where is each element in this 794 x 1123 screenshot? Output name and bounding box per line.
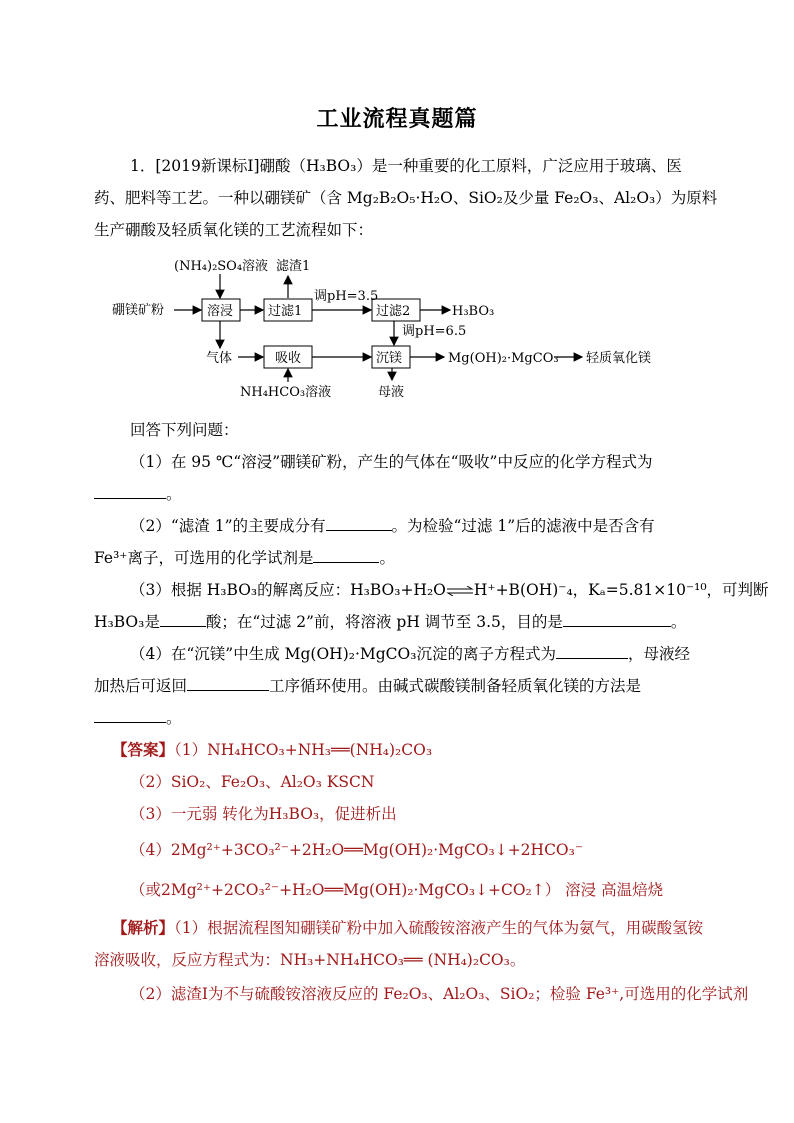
- answer-5: （或2Mg²⁺+2CO₃²⁻+H₂O══Mg(OH)₂·MgCO₃↓+CO₂↑） 溶浸 高温焙烧: [130, 881, 664, 899]
- reversible-arrow-icon: [446, 586, 474, 596]
- q4-blank-2[interactable]: [187, 676, 269, 691]
- question-line-1: 1．[2019新课标Ⅰ]硼酸（H₃BO₃）是一种重要的化工原料，广泛应用于玻璃、医: [130, 157, 682, 175]
- q2-text-a: （2）“滤渣 1”的主要成分有: [130, 517, 326, 535]
- q4-text-a: （4）在“沉镁”中生成 Mg(OH)₂·MgCO₃沉淀的离子方程式为: [130, 645, 556, 663]
- process-flow-diagram: [108, 252, 668, 402]
- answer-1: （1）NH₄HCO₃+NH₃══(NH₄)₂CO₃: [174, 741, 433, 759]
- box-precip-label: 沉镁: [376, 351, 403, 366]
- page-title: 工业流程真题篇: [316, 107, 478, 132]
- q4-line-2: [94, 676, 641, 696]
- flow-residue1: 滤渣1: [276, 259, 311, 274]
- q3-line-1: [130, 580, 769, 600]
- analysis-line-1: [112, 918, 703, 938]
- q3-text-d: 酸；在“过滤 2”前，将溶液 pH 调节至 3.5，目的是: [205, 613, 563, 631]
- q4-blank-1[interactable]: [556, 644, 628, 659]
- q2-line-1: [130, 516, 655, 536]
- q1-answer-line: [94, 484, 182, 504]
- q3-text-a: （3）根据 H₃BO₃的解离反应：H₃BO₃+H₂O: [130, 581, 446, 599]
- q1-end: 。: [166, 485, 182, 503]
- box-leach-label: 溶浸: [207, 304, 234, 319]
- q1-blank[interactable]: [94, 484, 166, 499]
- q4-text-c: 加热后可返回: [94, 677, 188, 695]
- q2-line-2: [94, 548, 395, 568]
- q3-text-c: H₃BO₃是: [94, 613, 160, 631]
- analysis-2: 溶液吸收，反应方程式为：NH₃+NH₄HCO₃══ (NH₄)₂CO₃。: [94, 951, 526, 969]
- answer-2: （2）SiO₂、Fe₂O₃、Al₂O₃ KSCN: [130, 773, 375, 791]
- question-line-3: 生产硼酸及轻质氧化镁的工艺流程如下：: [94, 221, 374, 239]
- answer-line-1: [112, 740, 432, 760]
- analysis-1: （1）根据流程图知硼镁矿粉中加入硫酸铵溶液产生的气体为氨气，用碳酸氢铵: [174, 919, 704, 937]
- q2-text-c: Fe³⁺离子，可选用的化学试剂是: [94, 549, 314, 567]
- q3-line-2: [94, 612, 686, 632]
- question-line-2: 药、肥料等工艺。一种以硼镁矿（含 Mg₂B₂O₅·H₂O、SiO₂及少量 Fe₂O₃、Al₂O₃）为原料: [94, 189, 718, 207]
- flow-final: 轻质氧化镁: [586, 351, 652, 366]
- q3-blank-2[interactable]: [563, 612, 671, 627]
- flow-ph65: 调pH=6.5: [402, 324, 467, 339]
- flow-ph35: 调pH=3.5: [314, 289, 379, 304]
- answer-4: （4）2Mg²⁺+3CO₃²⁻+2H₂O══Mg(OH)₂·MgCO₃↓+2HCO₃⁻: [130, 841, 584, 859]
- box-filter1-label: 过滤1: [268, 304, 303, 319]
- flow-gas: 气体: [206, 351, 233, 366]
- box-filter2-label: 过滤2: [376, 304, 411, 319]
- q2-blank-1[interactable]: [326, 516, 392, 531]
- prompt-text: 回答下列问题：: [130, 421, 239, 439]
- q4-line-1: [130, 644, 690, 664]
- q2-text-b: 。为检验“过滤 1”后的滤液中是否含有: [391, 517, 655, 535]
- q2-text-d: 。: [379, 549, 395, 567]
- q4-text-b: ，母液经: [627, 645, 690, 663]
- box-absorb-label: 吸收: [275, 351, 302, 366]
- analysis-3: （2）滤渣Ⅰ为不与硫酸铵溶液反应的 Fe₂O₃、Al₂O₃、SiO₂；检验 Fe³⁺,可选用的化学试剂: [130, 985, 749, 1003]
- flow-h3bo3: H₃BO₃: [452, 304, 495, 319]
- flow-raw: 硼镁矿粉: [112, 303, 165, 318]
- q4-blank-3[interactable]: [94, 708, 166, 723]
- q3-text-e: 。: [670, 613, 687, 631]
- answer-label: 【答案】: [112, 740, 175, 759]
- q3-text-b: H⁺+B(OH)⁻₄，Kₐ=5.81×10⁻¹⁰，可判断: [473, 581, 769, 599]
- q2-blank-2[interactable]: [313, 548, 379, 563]
- analysis-label: 【解析】: [112, 918, 175, 937]
- q4-text-e: 。: [166, 709, 182, 727]
- q3-blank-1[interactable]: [160, 612, 206, 627]
- q4-line-3: [94, 708, 182, 728]
- answer-3: （3）一元弱 转化为H₃BO₃，促进析出: [130, 805, 397, 823]
- flow-input-bottom: NH₄HCO₃溶液: [240, 385, 332, 400]
- q1-line: （1）在 95 ℃“溶浸”硼镁矿粉，产生的气体在“吸收”中反应的化学方程式为: [130, 453, 653, 471]
- flow-mg-product: Mg(OH)₂·MgCO₃: [448, 351, 559, 366]
- flow-mother: 母液: [378, 385, 405, 400]
- q4-text-d: 工序循环使用。由碱式碳酸镁制备轻质氧化镁的方法是: [269, 677, 642, 695]
- flow-input-top: (NH₄)₂SO₄溶液: [174, 259, 269, 274]
